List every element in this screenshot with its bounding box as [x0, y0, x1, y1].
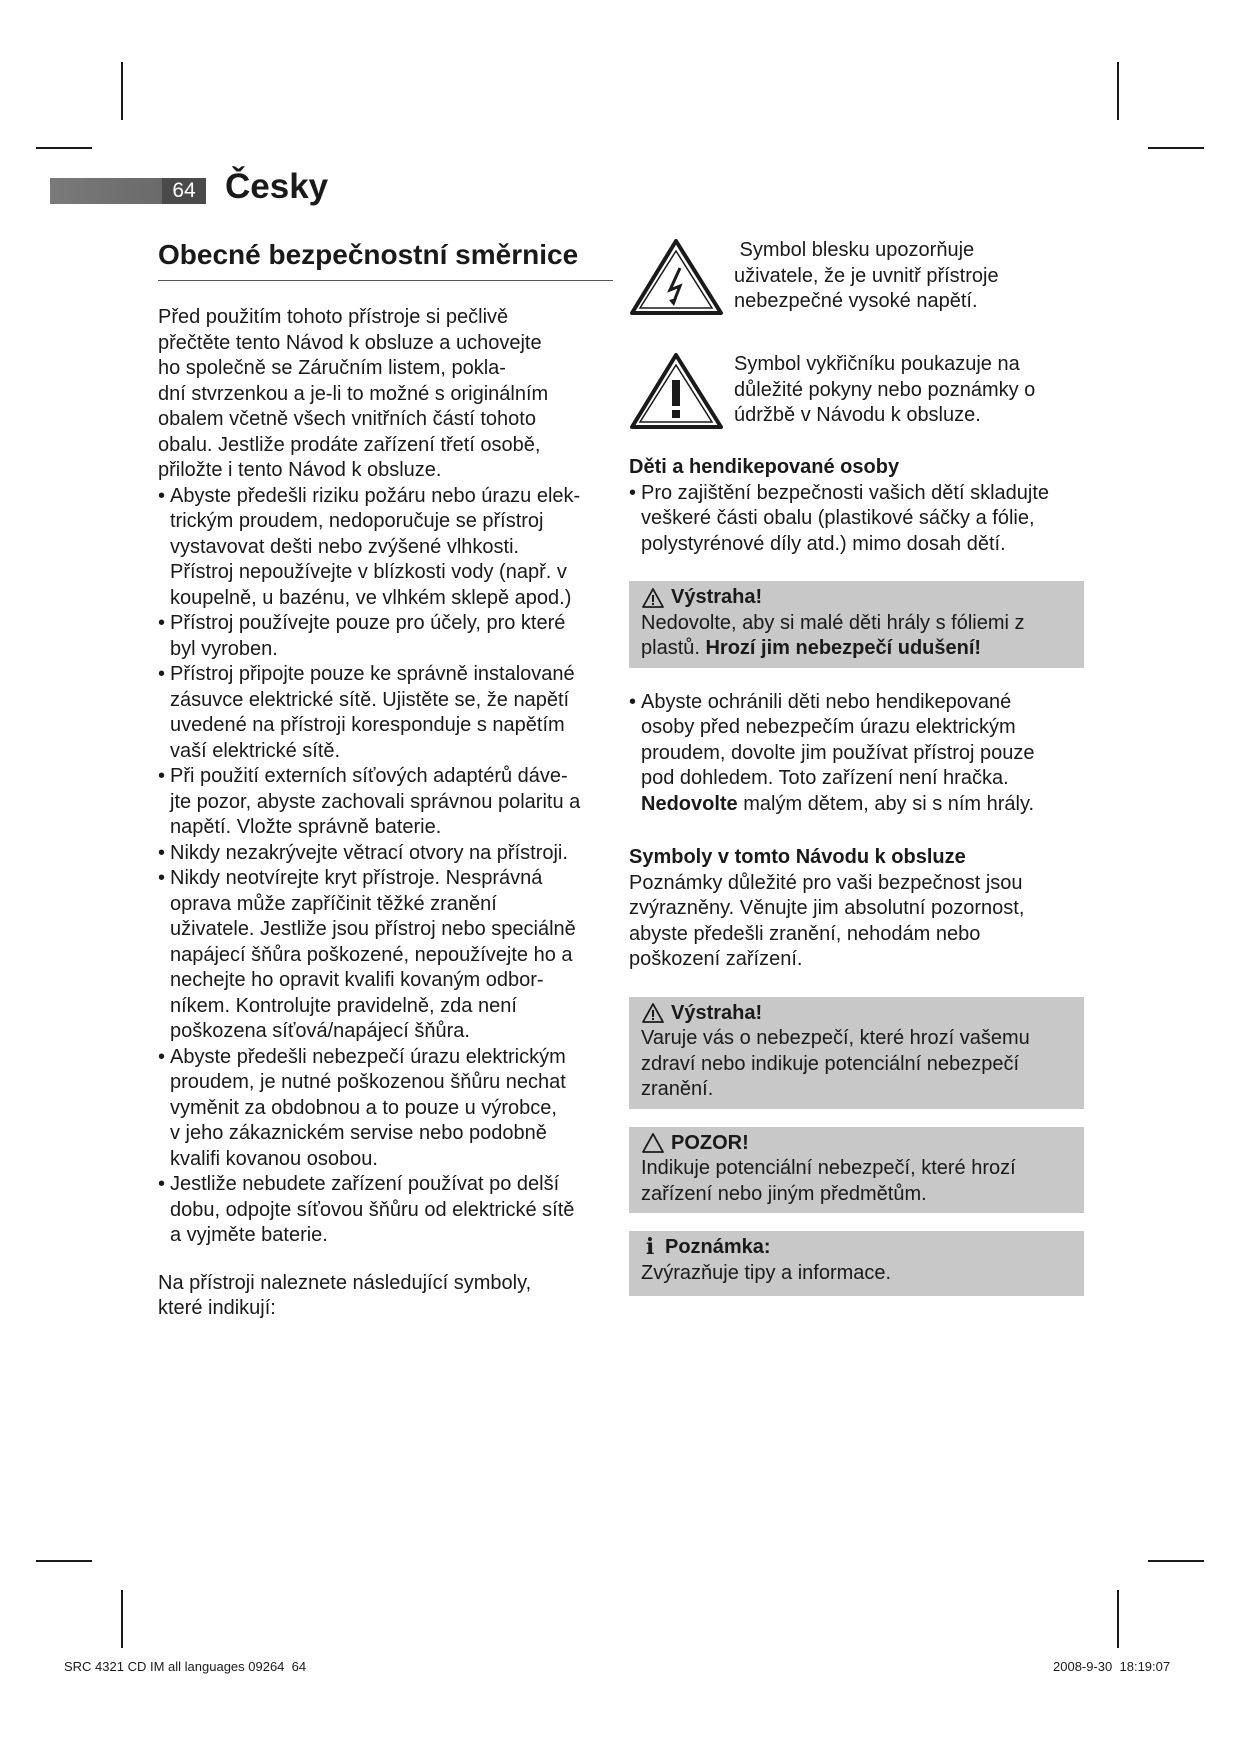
text-line: oprava může zapříčinit těžké zranění — [170, 892, 497, 915]
text-line: napětí. Vložte správně baterie. — [170, 816, 442, 838]
text-line: přiložte i tento Návod k obsluze. — [158, 459, 442, 481]
lightning-symbol-row — [629, 238, 1084, 316]
list-item — [158, 1045, 613, 1173]
children-bullet-list-2 — [629, 690, 1084, 818]
text-line: Před použitím tohoto přístroje si pečlivě — [158, 306, 509, 328]
language-title: Česky — [225, 167, 329, 206]
text-line: kvalifi kovanou osobou. — [170, 1147, 378, 1170]
crop-mark — [36, 1560, 92, 1562]
list-item — [158, 662, 613, 764]
text-line: polystyrénové díly atd.) mimo dosah dětí. — [641, 532, 1006, 555]
text-line: ho společně se Záručním listem, pokla- — [158, 357, 506, 379]
text-line: Poznámky důležité pro vaši bezpečnost jsou — [629, 871, 1023, 894]
warning-box — [629, 997, 1084, 1109]
text-line: • Abyste předešli nebezpečí úrazu elektrickým — [170, 1045, 566, 1068]
text-line: abyste předešli zranění, nehodám nebo — [629, 922, 981, 945]
text-line: dobu, odpojte síťovou šňůru od elektrické sítě — [170, 1198, 575, 1221]
text-line: uživatele. Jestliže jsou přístroj nebo speciálně — [170, 918, 576, 940]
text-line: nechejte ho opravit kvalifi kovaným odbor- — [170, 969, 544, 991]
caution-box — [629, 1127, 1084, 1214]
footer-left: SRC 4321 CD IM all languages 09264 64 — [64, 1659, 307, 1674]
list-item — [158, 841, 613, 867]
text-line: • Abyste předešli riziku požáru nebo úrazu elek- — [170, 484, 581, 507]
text-line: napájecí šňůra poškozené, nepoužívejte ho a — [170, 943, 573, 966]
text-span: plastů. — [641, 637, 706, 659]
text-line: proudem, je nutné poškozenou šňůru nechat — [170, 1071, 566, 1093]
exclamation-symbol-row — [629, 352, 1084, 430]
text-line: • Při použití externích síťových adaptérů dáve- — [170, 765, 568, 787]
text-line: Varuje vás o nebezpečí, které hrozí vašemu — [641, 1027, 1030, 1049]
warning-triangle-icon — [641, 1002, 665, 1024]
warning-title: Výstraha! — [671, 586, 763, 608]
text-line: které indikují: — [158, 1297, 276, 1319]
text-line: níkem. Kontrolujte pravidelně, zda není — [170, 994, 517, 1017]
text-line: trickým proudem, nedoporučuje se přístroj — [170, 510, 544, 532]
crop-mark — [36, 147, 92, 149]
safety-bullet-list — [158, 484, 613, 1249]
text-line: obalem včetně všech vnitřních částí tohoto — [158, 408, 536, 430]
caution-triangle-icon — [641, 1132, 665, 1154]
note-box — [629, 1231, 1084, 1296]
crop-mark — [1117, 62, 1119, 120]
text-line: Indikuje potenciální nebezpečí, které hrozí — [641, 1157, 1016, 1179]
text-line: zásuvce elektrické sítě. Ujistěte se, že napětí — [170, 688, 570, 711]
text-line: uživatele, že je uvnitř přístroje — [734, 264, 999, 287]
text-line: dní stvrzenkou a je-li to možné s originálním — [158, 382, 549, 405]
text-line: důležité pokyny nebo poznámky o — [734, 378, 1036, 401]
list-item — [158, 484, 613, 612]
intro-paragraph — [158, 305, 613, 484]
warning-title: Výstraha! — [671, 1001, 763, 1024]
crop-mark — [121, 1590, 123, 1648]
right-column — [629, 238, 1084, 1296]
text-line: v jeho zákaznickém servise nebo podobně — [170, 1122, 547, 1144]
exclamation-warning-icon — [629, 352, 724, 430]
crop-mark — [1117, 1590, 1119, 1648]
children-section — [629, 455, 1084, 557]
text-line: zranění. — [641, 1078, 714, 1100]
text-line: • Přístroj používejte pouze pro účely, pro které — [170, 612, 566, 634]
subsection-title: Symboly v tomto Návodu k obsluze — [629, 846, 966, 868]
list-item — [158, 1172, 613, 1249]
crop-mark — [1148, 1560, 1204, 1562]
text-span: malým dětem, aby si s ním hrály. — [737, 792, 1035, 815]
text-line: poškozena síťová/napájecí šňůra. — [170, 1020, 470, 1042]
header-bar — [50, 178, 162, 204]
list-item — [158, 611, 613, 662]
children-bullet-list — [629, 481, 1084, 558]
bold-text: Hrozí jim nebezpečí udušení! — [705, 637, 982, 659]
text-line: • Nikdy nezakrývejte větrací otvory na přístroji. — [170, 841, 568, 864]
symbols-intro — [158, 1271, 613, 1322]
text-line: a vyjměte baterie. — [170, 1224, 328, 1246]
text-line: pod dohledem. Toto zařízení není hračka. — [641, 767, 1009, 789]
text-line: Symbol vykřičníku poukazuje na — [734, 353, 1020, 375]
text-line: údržbě v Návodu k obsluze. — [734, 404, 981, 426]
text-line: jte pozor, abyste zachovali správnou polaritu a — [170, 790, 581, 813]
page-number: 64 — [162, 178, 206, 204]
symbols-section — [629, 845, 1084, 973]
text-line: nebezpečné vysoké napětí. — [734, 290, 978, 312]
left-column — [158, 238, 613, 1322]
text-line: vyměnit za obdobnou a to pouze u výrobce, — [170, 1096, 557, 1119]
text-line: Symbol blesku upozorňuje — [734, 239, 975, 261]
info-icon: i — [645, 1234, 655, 1260]
crop-mark — [1148, 147, 1204, 149]
list-item — [158, 764, 613, 841]
bold-text: Nedovolte — [641, 792, 738, 815]
list-item — [158, 866, 613, 1045]
text-line: poškození zařízení. — [629, 948, 803, 970]
caution-title: POZOR! — [671, 1131, 749, 1154]
text-line: • Pro zajištění bezpečnosti vašich dětí skladujte — [641, 481, 1049, 504]
warning-triangle-icon — [641, 587, 665, 609]
lightning-warning-icon — [629, 238, 724, 316]
text-line: Přístroj nepoužívejte v blízkosti vody (např. v — [170, 561, 567, 583]
text-line: zvýrazněny. Věnujte jim absolutní pozornost, — [629, 897, 1025, 919]
text-line — [641, 792, 1084, 818]
text-line: zdraví nebo indikuje potenciální nebezpečí — [641, 1052, 1020, 1075]
text-line: přečtěte tento Návod k obsluze a uchovejte — [158, 331, 542, 354]
text-line: Zvýrazňuje tipy a informace. — [641, 1261, 892, 1284]
text-line: uvedené na přístroji koresponduje s napětím — [170, 714, 565, 736]
list-item — [629, 690, 1084, 818]
text-line: • Abyste ochránili děti nebo hendikepované — [641, 690, 1012, 713]
text-line: koupelně, u bazénu, ve vlhkém sklepě apod.) — [170, 586, 572, 609]
subsection-title: Děti a hendikepované osoby — [629, 456, 900, 478]
list-item — [629, 481, 1084, 558]
text-line: vaší elektrické sítě. — [170, 739, 341, 762]
crop-mark — [121, 62, 123, 120]
text-line: • Přístroj připojte pouze ke správně instalované — [170, 663, 575, 685]
text-line: Nedovolte, aby si malé děti hrály s fóliemi z — [641, 611, 1025, 634]
footer-right: 2008-9-30 18:19:07 — [1053, 1659, 1171, 1674]
text-line: byl vyroben. — [170, 637, 278, 660]
text-line: Na přístroji naleznete následující symboly, — [158, 1271, 532, 1294]
text-line — [641, 636, 1072, 662]
text-line: osoby před nebezpečím úrazu elektrickým — [641, 716, 1016, 738]
note-title: Poznámka: — [665, 1236, 771, 1258]
text-line: vystavovat dešti nebo zvýšené vlhkosti. — [170, 535, 520, 558]
text-line: obalu. Jestliže prodáte zařízení třetí osobě, — [158, 433, 541, 456]
text-line: zařízení nebo jiným předmětům. — [641, 1182, 927, 1205]
text-line: veškeré části obalu (plastikové sáčky a fólie, — [641, 507, 1035, 529]
section-title: Obecné bezpečnostní směrnice — [158, 238, 613, 281]
text-line: • Nikdy neotvírejte kryt přístroje. Nesprávná — [170, 867, 543, 889]
text-line: proudem, dovolte jim používat přístroj pouze — [641, 741, 1035, 764]
text-line: • Jestliže nebudete zařízení používat po delší — [170, 1173, 560, 1195]
warning-box — [629, 581, 1084, 668]
